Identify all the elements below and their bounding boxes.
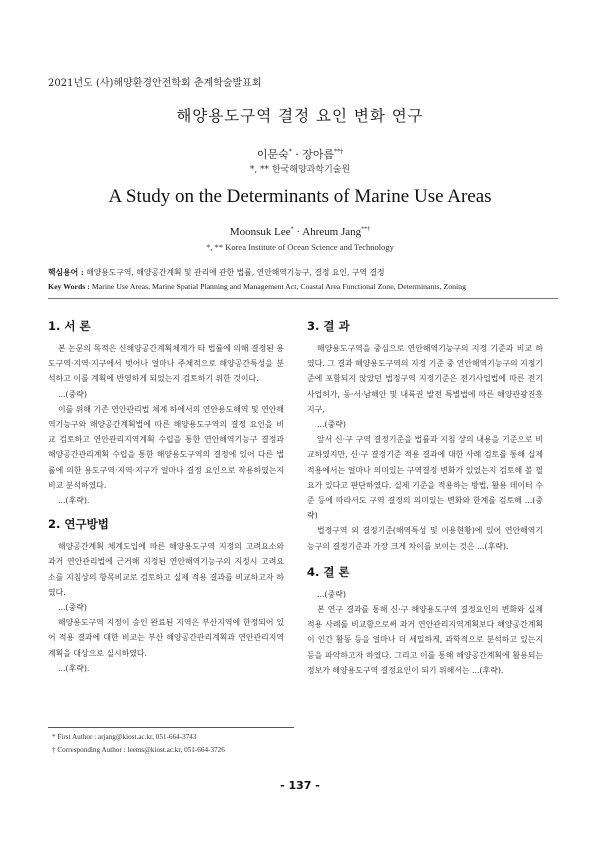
section-heading-results: 3. 결 과	[307, 319, 350, 333]
keywords-korean-text: 해양용도구역, 해양공간계획 및 관리에 관한 법률, 연안해역기능구, 결정 요인, 구역 결정	[83, 268, 385, 277]
title-english: A Study on the Determinants of Marine Use Areas	[108, 186, 492, 207]
footnote-divider	[48, 727, 294, 728]
paragraph: 본 논문의 목적은 신해양공간계획체계가 타 법률에 의해 결정된 용도구역·지역·지구에서 벗어나 얼마나 주체적으로 해양공간특성을 분석하고 이를 계획에 반영하게 되었는지 검토하기 위한 것이다.	[48, 344, 284, 384]
author-1-name: 이문숙	[256, 148, 289, 161]
author-2-name: 장아름	[302, 148, 335, 161]
keywords-korean-label: 핵심용어 :	[48, 268, 84, 277]
footnote-text: First Author : arjang@kiost.ac.kr, 051-664-3743	[55, 733, 197, 741]
conference-header: 2021년도 (사)해양환경안전학회 춘계학술발표회	[48, 78, 262, 89]
section-heading-method: 2. 연구방법	[48, 517, 109, 532]
paragraph: 이를 위해 기존 연안관리법 체계 하에서의 연안용도해역 및 연안해역기능구와 해양공간계획법에 따른 해양용도구역의 결정 요인을 비교 검토하고 연안관리지역계획 수립을 통한 연안해역기능구 결정과 해양공간관리계획 수립을 통한 해양용도구역의 결정에 있어 다른 법률에 의한 용도구역·지역·지구가 얼마나 결정 요인으로 작용하였는지 비교 분석하였다.	[48, 404, 284, 490]
author-2-mark: **†	[334, 148, 344, 156]
paragraph: 앞서 신·구 구역 결정기준을 법률과 지침 상의 내용을 기준으로 비교하였지만, 신·구 결정기준 적용 결과에 대한 사례 검토를 통해 실제 적용에서는 얼마나 의미있는 구역결정 변화가 있었는지 검토해 볼 필요가 있다고 판단하였다. 실제 기준을 적용하는 방법, 활용 데이터 수준 등에 따라서도 구역 결정의 의미있는 변화와 한계를 검토해 ...(중략)	[307, 435, 543, 521]
footnote-corresponding-author	[52, 746, 225, 754]
paragraph: ...(중략)	[317, 589, 346, 599]
author-separator: ·	[291, 148, 303, 161]
section-heading-intro: 1. 서 론	[48, 319, 91, 333]
keywords-english	[48, 282, 558, 291]
paragraph: 법정구역 외 결정기준(해역특성 및 이용현황)에 있어 연안해역기능구의 결정기준과 가장 크게 차이를 보이는 것은 ...(후략).	[307, 526, 543, 551]
footnote-text: Corresponding Author : leems@kiost.ac.kr, 051-664-3726	[55, 746, 225, 754]
paragraph: ...(후략).	[58, 496, 90, 506]
paragraph: 해양공간계획 체계도입에 따른 해양용도구역 지정의 고려요소와 과거 연안관리법에 근거해 지정된 연안해역기능구의 지정시 고려요소를 지침상의 항목비교로 검토하고 실제 적용 결과를 비교하고자 하였다.	[48, 542, 284, 597]
keywords-korean	[48, 267, 558, 278]
keywords-english-text: Marine Use Areas, Marine Spatial Planning and Management Act, Coastal Area Functional Zone, Determinants, Zoning	[89, 282, 466, 291]
footnote-mark: *	[52, 733, 56, 741]
paragraph: 해양용도구역 지정이 승인 완료된 지역은 부산지역에 한정되어 있어 적용 결과에 대한 비교는 부산 해양공간관리계획과 연안관리지역계획을 대상으로 실시하였다.	[48, 618, 284, 658]
footnote-mark: †	[52, 746, 56, 754]
paragraph: ...(중략)	[58, 389, 87, 399]
affiliation-korean: *, ** 한국해양과학기술원	[249, 165, 351, 175]
title-korean: 해양용도구역 결정 요인 변화 연구	[176, 107, 424, 125]
page-number: - 137 -	[280, 779, 320, 792]
paragraph: ...(중략)	[317, 420, 346, 430]
authors-english	[0, 226, 600, 238]
affiliation-english: *, ** Korea Institute of Ocean Science and Technology	[206, 242, 394, 252]
paragraph: ...(중략)	[58, 603, 87, 613]
author-1-mark: *	[288, 148, 292, 156]
section-heading-conclusion: 4. 결 론	[307, 564, 350, 579]
right-column	[307, 318, 543, 678]
footnote-first-author	[52, 733, 196, 741]
header-divider	[48, 298, 558, 299]
left-column	[48, 318, 284, 676]
author-separator-en: ·	[293, 226, 303, 238]
author-1-mark-en: *	[290, 226, 294, 233]
paragraph: 해양용도구역을 중심으로 연안해역기능구의 지정 기준과 비교 하였다. 그 결과 해양용도구역의 지정 기준 중 연안해역기능구의 지정기준에 포함되지 않았던 법정구역 지정기준은 전기사업법에 따른 전기사업허가, 동·서·남해안 및 내륙권 발전 특별법에 따른 해양관광진흥지구,	[307, 344, 544, 414]
keywords-english-label: Key Words :	[48, 282, 90, 291]
authors-korean	[0, 146, 600, 162]
paragraph: ...(후략).	[58, 663, 90, 673]
author-2-name-en: Ahreum Jang	[302, 226, 362, 238]
paragraph: 본 연구 결과를 통해 신·구 해양용도구역 결정요인의 변화와 실제 적용 사례를 비교함으로써 과거 연안관리지역계획보다 해양공간계획이 인간 활동 등을 얼마나 더 세밀하게, 과학적으로 분석하고 있는지 등을 파악하고자 하였다. 그리고 이를 통해 해양공간계획에 활용되는 정보가 해양용도구역 결정요인이 되기 위해서는 ...(후략).	[307, 605, 543, 675]
author-1-name-en: Moonsuk Lee	[229, 226, 291, 238]
author-2-mark-en: **†	[361, 226, 371, 233]
